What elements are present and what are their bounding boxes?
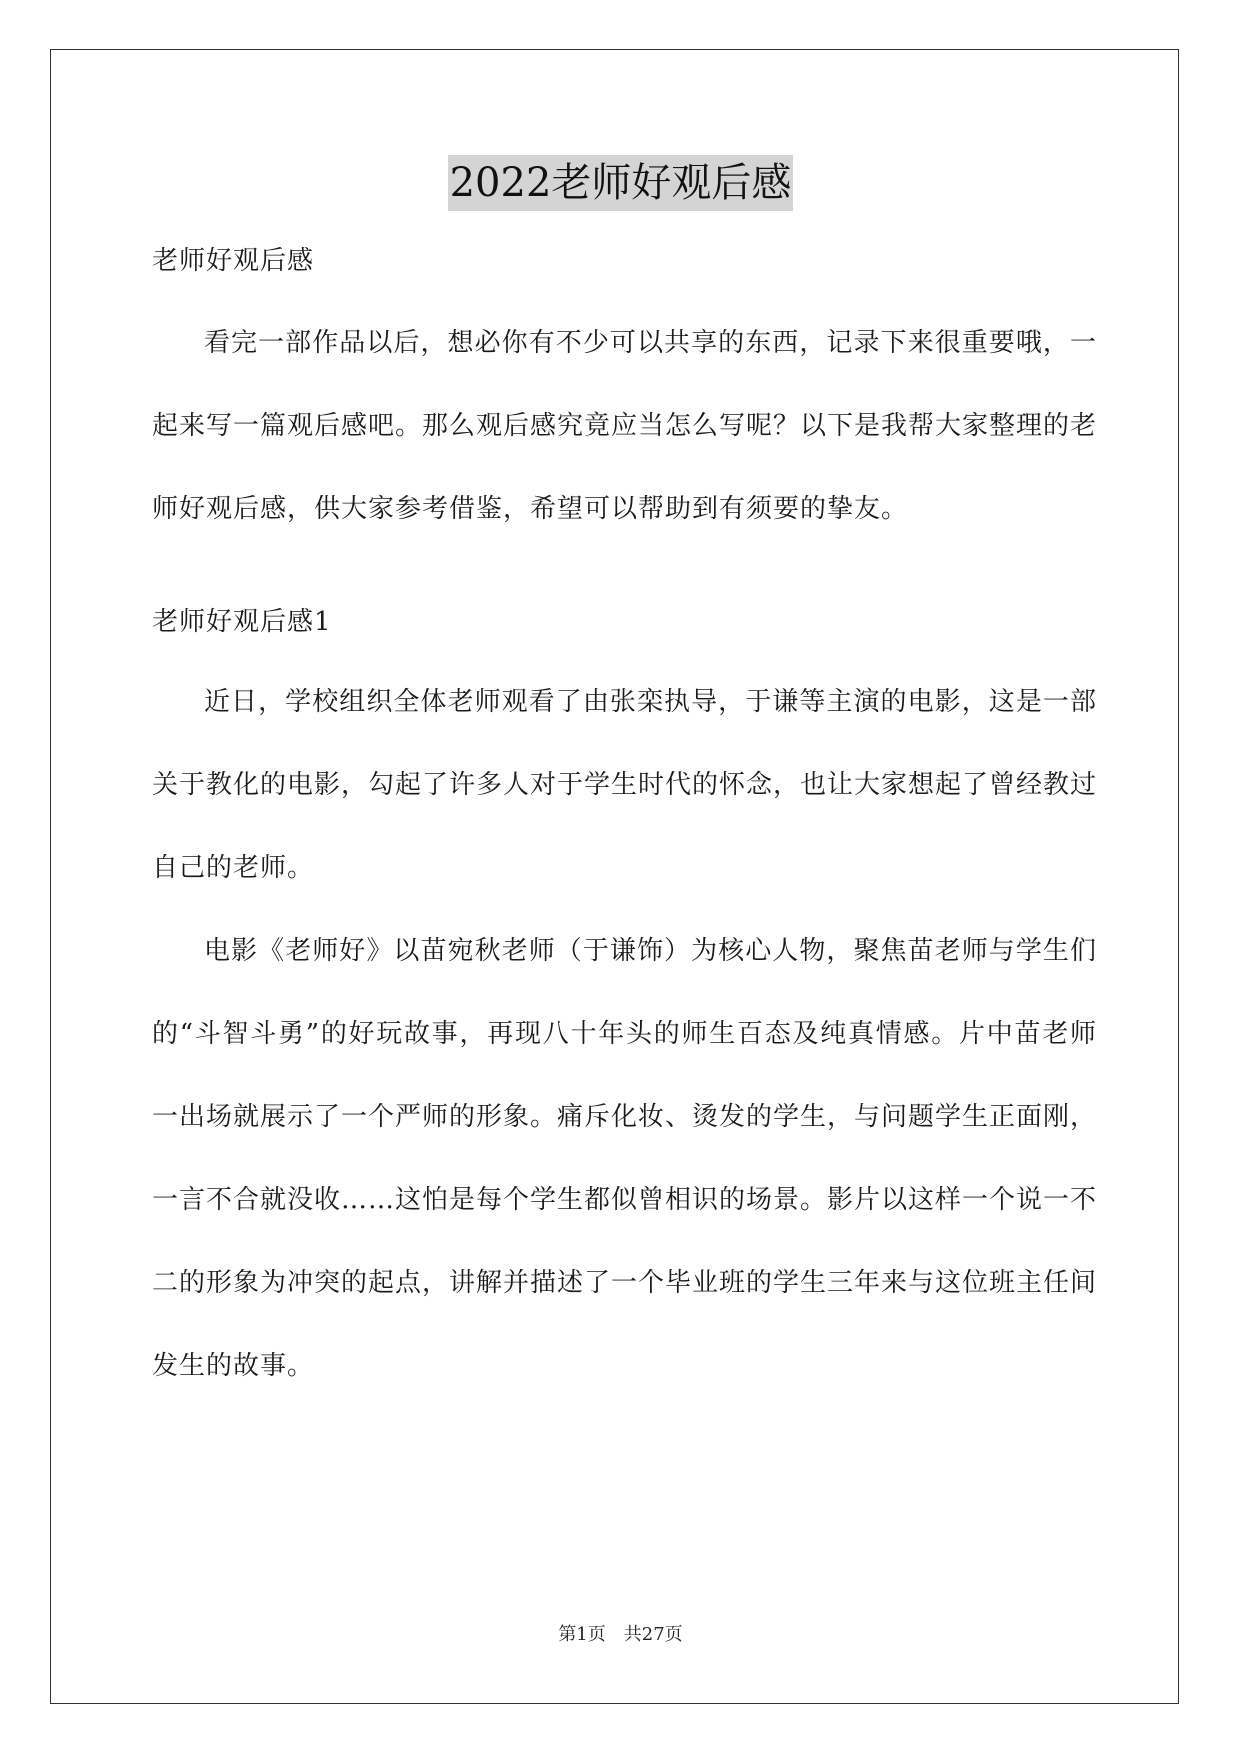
page-title: 2022老师好观后感 bbox=[448, 155, 794, 211]
document-body bbox=[152, 230, 1097, 1408]
section-1-paragraph-1: 近日，学校组织全体老师观看了由张栾执导，于谦等主演的电影，这是一部关于教化的电影，勾起了许多人对于学生时代的怀念，也让大家想起了曾经教过自己的老师。 bbox=[152, 687, 1098, 883]
subtitle: 老师好观后感 bbox=[152, 246, 315, 276]
page-footer: 第1页 共27页 bbox=[558, 1624, 683, 1645]
section-1-heading: 老师好观后感1 bbox=[152, 607, 332, 637]
intro-paragraph: 看完一部作品以后，想必你有不少可以共享的东西，记录下来很重要哦，一起来写一篇观后感吧。那么观后感究竟应当怎么写呢？以下是我帮大家整理的老师好观后感，供大家参考借鉴，希望可以帮助到有须要的挚友。 bbox=[152, 328, 1098, 524]
title-wrap bbox=[0, 155, 1241, 211]
section-1-paragraph-2: 电影《老师好》以苗宛秋老师（于谦饰）为核心人物，聚焦苗老师与学生们的“斗智斗勇”的好玩故事，再现八十年头的师生百态及纯真情感。片中苗老师一出场就展示了一个严师的形象。痛斥化妆、烫发的学生，与问题学生正面刚，一言不合就没收……这怕是每个学生都似曾相识的场景。影片以这样一个说一不二的形象为冲突的起点，讲解并描述了一个毕业班的学生三年来与这位班主任间发生的故事。 bbox=[152, 936, 1098, 1381]
